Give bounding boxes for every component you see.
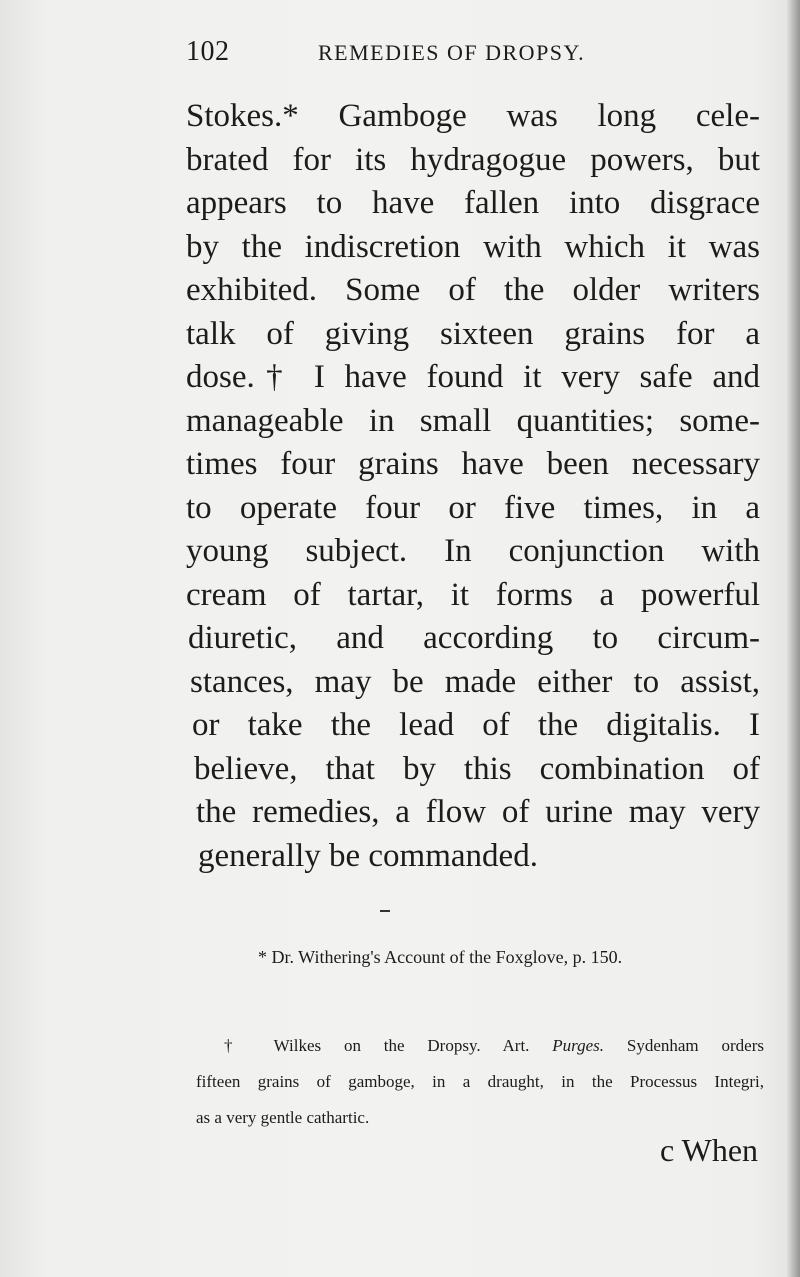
text-line: exhibited. Some of the older writers	[186, 272, 760, 308]
text-line: stances, may be made either to assist,	[190, 663, 760, 700]
footnote-withering: * Dr. Withering's Account of the Foxglove, p. 150.	[258, 947, 623, 967]
footnote-line: as a very gentle cathartic.	[196, 1108, 370, 1127]
footnote-text: † Wilkes on the Dropsy. Art.	[224, 1036, 553, 1055]
catchword: c When	[660, 1132, 759, 1168]
text-line: talk of giving sixteen grains for a	[186, 315, 760, 352]
text-line: to operate four or five times, in a	[186, 489, 760, 526]
footnote-rule	[380, 910, 390, 912]
running-title: REMEDIES OF DROPSY.	[318, 40, 586, 65]
footnote-line: fifteen grains of gamboge, in a draught, in the Processus Integri,	[196, 1072, 764, 1091]
page-number: 102	[186, 36, 230, 67]
text-line: appears to have fallen into disgrace	[186, 185, 760, 221]
text-line: by the indiscretion with which it was	[186, 228, 760, 265]
text-line: the remedies, a flow of urine may very	[196, 794, 760, 830]
footnote-italic-text: Purges.	[552, 1036, 605, 1055]
text-line: times four grains have been necessary	[186, 446, 760, 482]
footnote-line	[224, 1028, 764, 1064]
text-line: young subject. In conjunction with	[186, 533, 760, 569]
text-line: cream of tartar, it forms a powerful	[186, 576, 760, 613]
text-line: dose.† I have found it very safe and	[186, 359, 760, 395]
body-text	[186, 95, 760, 878]
running-header	[186, 36, 646, 70]
footnote-text: Sydenham orders	[604, 1036, 764, 1055]
text-line: believe, that by this combination of	[194, 750, 760, 787]
text-line: brated for its hydragogue powers, but	[186, 141, 760, 178]
text-line: Stokes.* Gamboge was long cele-	[186, 98, 760, 134]
text-line: generally be commanded.	[198, 837, 538, 874]
text-line: or take the lead of the digitalis. I	[192, 707, 760, 743]
text-line: diuretic, and according to circum-	[188, 620, 760, 656]
page-edge-shadow	[786, 0, 800, 1277]
text-line: manageable in small quantities; some-	[186, 402, 760, 439]
footnote-wilkes	[196, 1028, 764, 1136]
